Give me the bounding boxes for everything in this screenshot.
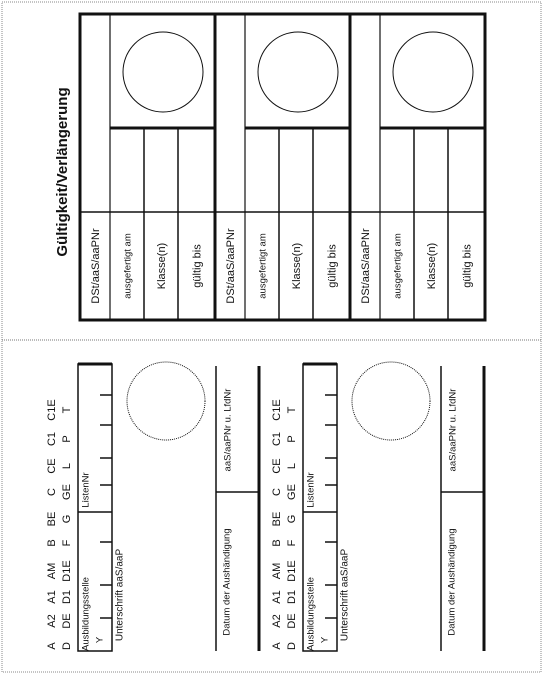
license-class-label: A1	[45, 590, 58, 604]
stamp-circle	[393, 32, 473, 112]
license-class-label: F	[285, 539, 298, 547]
license-class-label: F	[60, 539, 73, 547]
stamp-circle	[258, 32, 338, 112]
validity-column-label: DSt/aaS/aaPNr	[224, 228, 237, 304]
signature-label: Unterschrift aaS/aaP	[339, 548, 351, 642]
license-class-label: A	[270, 642, 283, 650]
license-class-label: CE	[270, 458, 283, 474]
validity-column-label: gültig bis	[326, 244, 339, 288]
training-office-label: Ausbildungsstelle	[80, 577, 92, 651]
license-class-label: DE	[60, 613, 73, 629]
stamp-circle	[352, 362, 430, 440]
license-class-label: C1	[270, 431, 283, 447]
license-class-label: A2	[45, 614, 58, 628]
handover-date-label: Datum der Aushändigung	[446, 528, 458, 636]
examiner-number-label: aaS/aaPNr u. LfdNr	[222, 388, 234, 472]
license-class-label: GE	[285, 484, 298, 500]
license-class-label: D1E	[285, 560, 298, 582]
list-number-label: ListenNr	[305, 472, 317, 508]
license-class-label: L	[285, 462, 298, 470]
license-class-label: B	[45, 539, 58, 547]
license-class-label: C1	[45, 431, 58, 447]
license-class-label: P	[285, 435, 298, 443]
validity-section	[80, 14, 215, 320]
license-class-label: C	[270, 488, 283, 496]
list-number-label: ListenNr	[80, 472, 92, 508]
validity-column-label: Klasse(n)	[425, 242, 438, 290]
issuance-block	[271, 362, 484, 651]
examiner-number-label: aaS/aaPNr u. LfdNr	[447, 388, 459, 472]
validity-column-label: DSt/aaS/aaPNr	[359, 228, 372, 304]
license-class-label: D1	[285, 589, 298, 605]
license-class-label: BE	[270, 511, 283, 527]
license-class-label: BE	[45, 511, 58, 527]
license-class-label: A	[45, 642, 58, 650]
validity-column-label: ausgefertigt am	[122, 233, 134, 299]
validity-column-label: Klasse(n)	[155, 242, 168, 290]
validity-column-label: gültig bis	[461, 244, 474, 288]
validity-column-label: gültig bis	[191, 244, 204, 288]
license-class-label: AM	[45, 562, 58, 580]
license-class-label: A1	[270, 590, 283, 604]
license-class-label: D	[60, 642, 73, 650]
license-class-label: P	[60, 435, 73, 443]
license-class-label: C1E	[45, 399, 58, 421]
stamp-circle	[123, 32, 203, 112]
validity-column-label: Klasse(n)	[290, 242, 303, 290]
license-class-label: CE	[45, 458, 58, 474]
y-mark: Y	[94, 636, 106, 644]
validity-section	[215, 14, 350, 320]
validity-column-label: ausgefertigt am	[392, 233, 404, 299]
validity-table-frame	[80, 14, 485, 320]
license-class-label: C1E	[270, 399, 283, 421]
validity-panel	[54, 14, 485, 320]
license-class-label: G	[285, 514, 298, 524]
license-class-label: G	[60, 514, 73, 524]
license-class-label: GE	[60, 484, 73, 500]
handover-date-label: Datum der Aushändigung	[221, 528, 233, 636]
license-class-label: D1	[60, 589, 73, 605]
license-class-label: T	[60, 406, 73, 414]
validity-sections	[80, 14, 485, 320]
y-mark: Y	[319, 636, 331, 644]
license-class-label: D	[285, 642, 298, 650]
license-class-label: A2	[270, 614, 283, 628]
license-class-label: AM	[270, 562, 283, 580]
panel-title: Gültigkeit/Verlängerung	[53, 87, 71, 257]
license-class-label: B	[270, 539, 283, 547]
stamp-circle	[127, 362, 205, 440]
signature-label: Unterschrift aaS/aaP	[114, 548, 126, 642]
license-class-label: L	[60, 462, 73, 470]
issuance-block	[46, 362, 259, 651]
validity-section	[350, 14, 485, 320]
training-office-label: Ausbildungsstelle	[305, 577, 317, 651]
license-class-label: DE	[285, 613, 298, 629]
issuance-panel	[46, 362, 484, 651]
license-class-label: C	[45, 488, 58, 496]
license-class-label: D1E	[60, 560, 73, 582]
license-class-label: T	[285, 406, 298, 414]
validity-column-label: ausgefertigt am	[257, 233, 269, 299]
validity-column-label: DSt/aaS/aaPNr	[89, 228, 102, 304]
